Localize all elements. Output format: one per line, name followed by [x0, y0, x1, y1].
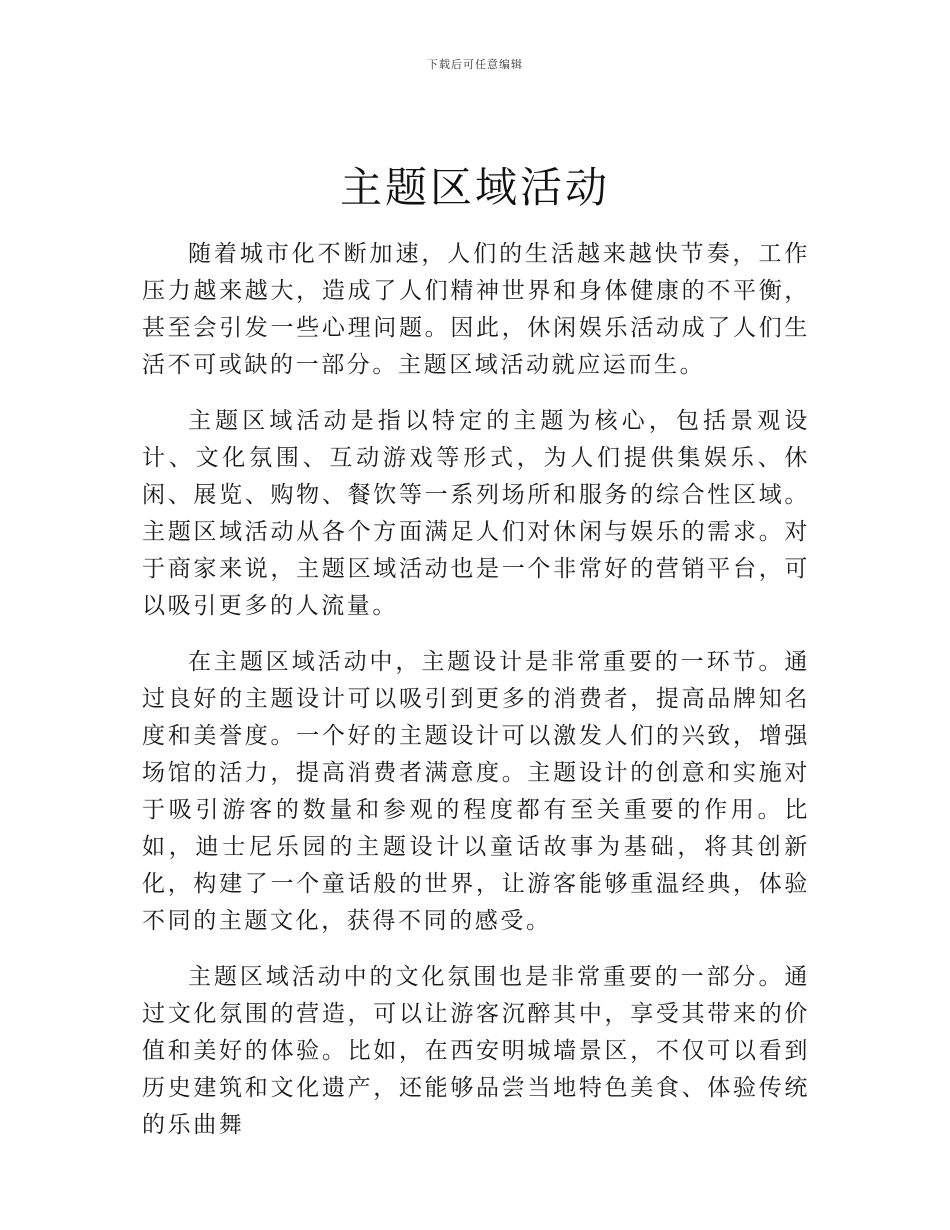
- header-note: 下载后可任意编辑: [427, 58, 523, 71]
- paragraph-3: 在主题区域活动中，主题设计是非常重要的一环节。通过良好的主题设计可以吸引到更多的消费者，提高品牌知名度和美誉度。一个好的主题设计可以激发人们的兴致，增强场馆的活力，提高消费者满意度。主题设计的创意和实施对于吸引游客的数量和参观的程度都有至关重要的作用。比如，迪士尼乐园的主题设计以童话故事为基础，将其创新化，构建了一个童话般的世界，让游客能够重温经典，体验不同的主题文化，获得不同的感受。: [142, 649, 810, 934]
- document-title: 主题区域活动: [339, 163, 610, 212]
- paragraph-1: 随着城市化不断加速，人们的生活越来越快节奏，工作压力越来越大，造成了人们精神世界和身体健康的不平衡，甚至会引发一些心理问题。因此，休闲娱乐活动成了人们生活不可或缺的一部分。主题区域活动就应运而生。: [142, 241, 810, 378]
- paragraph-2: 主题区域活动是指以特定的主题为核心，包括景观设计、文化氛围、互动游戏等形式，为人们提供集娱乐、休闲、展览、购物、餐饮等一系列场所和服务的综合性区域。主题区域活动从各个方面满足人们对休闲与娱乐的需求。对于商家来说，主题区域活动也是一个非常好的营销平台，可以吸引更多的人流量。: [142, 408, 810, 619]
- paragraph-4: 主题区域活动中的文化氛围也是非常重要的一部分。通过文化氛围的营造，可以让游客沉醉其中，享受其带来的价值和美好的体验。比如，在西安明城墙景区，不仅可以看到历史建筑和文化遗产，还能够品尝当地特色美食、体验传统的乐曲舞: [142, 964, 810, 1138]
- document-body: [142, 236, 810, 1163]
